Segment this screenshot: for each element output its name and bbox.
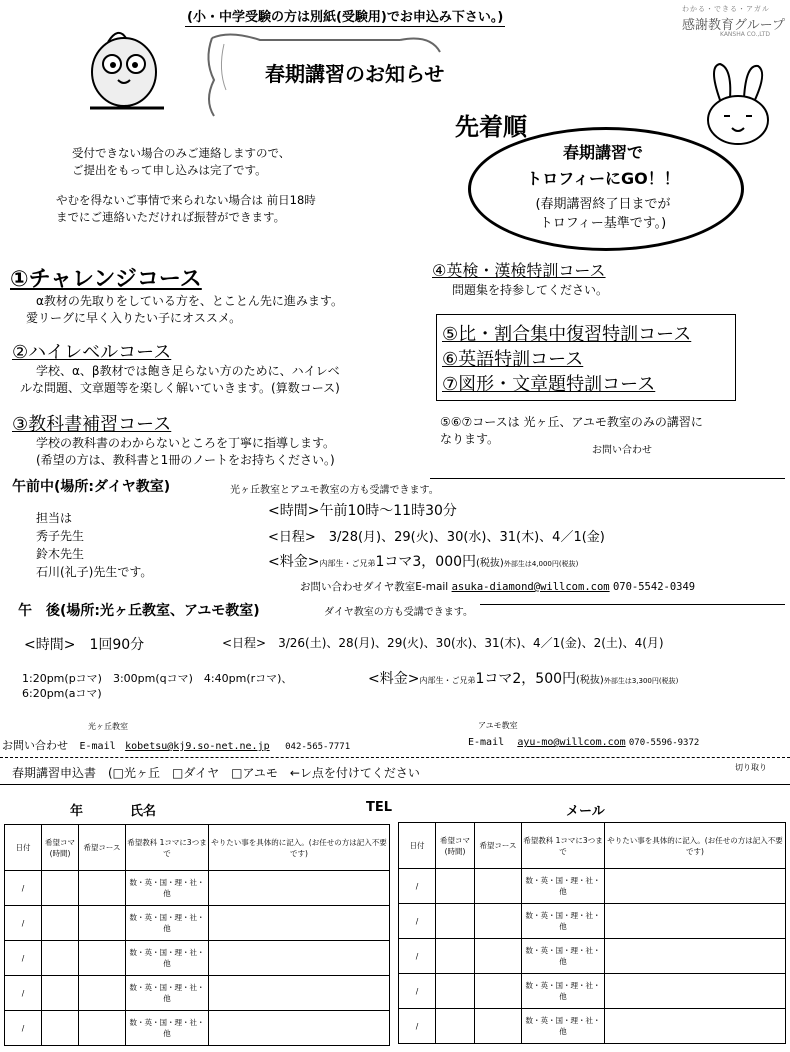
course-cell[interactable]: [79, 871, 126, 906]
intro-line: やむを得ないご事情で来られない場合は 前日18時: [56, 193, 316, 207]
afternoon-header: 午 後(場所:光ヶ丘教室、アユモ教室): [18, 603, 260, 619]
intro-line: ご提出をもって申し込みは完了です。: [72, 163, 267, 177]
col-date: 日付: [399, 823, 436, 869]
afternoon-time: <時間> 1回90分: [24, 637, 145, 653]
contact-label: お問い合わせダイヤ教室E-mail: [300, 581, 449, 593]
koma-cell[interactable]: [42, 871, 79, 906]
course-cell[interactable]: [79, 976, 126, 1011]
fee-label: <料金>: [268, 554, 320, 570]
date-cell[interactable]: /: [399, 869, 436, 904]
col-date: 日付: [5, 825, 42, 871]
date-cell[interactable]: /: [399, 1009, 436, 1044]
contact-label: お問い合わせ: [2, 739, 68, 752]
inquiry-label: お問い合わせ: [592, 445, 652, 456]
col-course: 希望コース: [79, 825, 126, 871]
bubble-line3: (春期講習終了日までが: [535, 197, 671, 212]
course-3-title: ③教科書補習コース: [12, 414, 172, 435]
table-row[interactable]: [5, 1011, 390, 1046]
fee-label: <料金>: [368, 671, 420, 687]
application-table-right: [398, 822, 786, 1044]
table-row[interactable]: [399, 904, 786, 939]
afternoon-slots: 6:20pm(aコマ): [22, 687, 102, 700]
course-cell[interactable]: [79, 1011, 126, 1046]
afternoon-slots: 1:20pm(pコマ) 3:00pm(qコマ) 4:40pm(rコマ)、: [22, 672, 293, 685]
staff-line: 鈴木先生: [36, 547, 85, 561]
subject-cell[interactable]: 数・英・国・理・社・他: [522, 904, 605, 939]
subject-cell[interactable]: 数・英・国・理・社・他: [522, 869, 605, 904]
col-request: やりたい事を具体的に記入。(お任せの方は記入不要です): [209, 825, 390, 871]
year-label: 年: [70, 804, 84, 819]
koma-cell[interactable]: [436, 939, 475, 974]
fee-external: 外部生は3,300円(税抜): [603, 677, 679, 685]
tel-label: TEL: [366, 800, 393, 815]
owl-mascot-icon: [78, 22, 170, 112]
hikari-contact: [2, 737, 350, 753]
course-7-title: ⑦図形・文章題特訓コース: [442, 374, 656, 395]
koma-cell[interactable]: [436, 869, 475, 904]
course-2-desc: 学校、α、β教材では飽き足らない方のために、ハイレベ: [36, 364, 340, 378]
bubble-line1: 春期講習で: [562, 143, 643, 162]
request-cell[interactable]: [605, 1009, 786, 1044]
koma-cell[interactable]: [42, 941, 79, 976]
hikari-phone: 042-565-7771: [285, 742, 351, 752]
course-cell[interactable]: [79, 941, 126, 976]
morning-header-note: 光ヶ丘教室とアユモ教室の方も受講できます。: [230, 485, 439, 496]
divider: [480, 604, 785, 605]
email-label: E-mail: [79, 741, 116, 752]
top-note: (小・中学受験の方は別紙(受験用)でお申込み下さい。): [185, 6, 505, 27]
fee-main: 1コマ3，000円: [375, 554, 477, 570]
koma-cell[interactable]: [436, 974, 475, 1009]
divider: [430, 478, 785, 479]
table-row[interactable]: [399, 939, 786, 974]
page-title: 春期講習のお知らせ: [265, 62, 445, 86]
course-3-desc: (希望の方は、教科書と1冊のノートをお持ちください。): [36, 453, 335, 467]
cut-line: [0, 757, 790, 758]
subject-cell[interactable]: 数・英・国・理・社・他: [126, 976, 209, 1011]
course-4-title: ④英検・漢検特訓コース: [432, 261, 606, 280]
course-cell[interactable]: [475, 869, 522, 904]
course-4-desc: 問題集を持参してください。: [452, 283, 609, 297]
application-table-left: [4, 824, 390, 1046]
first-come-label: 先着順: [455, 113, 527, 141]
divider: [0, 784, 790, 785]
table-row[interactable]: [5, 871, 390, 906]
date-cell[interactable]: /: [5, 941, 42, 976]
email-label: E-mail: [468, 737, 505, 748]
col-koma: 希望コマ(時間): [436, 823, 475, 869]
ayumo-label: アユモ教室: [478, 721, 518, 730]
morning-time: <時間>午前10時～11時30分: [268, 503, 457, 519]
ayumo-phone: 070-5596-9372: [628, 738, 700, 748]
table-row[interactable]: [5, 906, 390, 941]
brand-tagline: わかる・できる・アガル: [682, 5, 770, 13]
ayumo-email-link[interactable]: ayu-mo@willcom.com: [517, 737, 626, 748]
request-cell[interactable]: [605, 904, 786, 939]
koma-cell[interactable]: [436, 904, 475, 939]
staff-line: 石川(礼子)先生です。: [36, 565, 153, 579]
hikari-label: 光ヶ丘教室: [88, 722, 128, 731]
ayumo-contact: [468, 737, 699, 748]
table-header-row: [5, 825, 390, 871]
brand-name: 感謝教育グループ: [682, 18, 785, 33]
courses-note: ⑤⑥⑦コースは 光ヶ丘、アユモ教室のみの講習に: [440, 415, 703, 429]
course-cell[interactable]: [475, 939, 522, 974]
subject-cell[interactable]: 数・英・国・理・社・他: [126, 1011, 209, 1046]
fee-external: 外部生は4,000円(税抜): [503, 560, 579, 568]
request-cell[interactable]: [605, 939, 786, 974]
morning-schedule: <日程> 3/28(月)、29(火)、30(水)、31(木)、4／1(金): [268, 530, 605, 545]
request-cell[interactable]: [605, 869, 786, 904]
col-subject: 希望教科 1コマに3つまで: [126, 825, 209, 871]
fee-pre: 内部生・ご兄弟: [419, 676, 476, 685]
fee-tax: (税抜): [476, 558, 504, 569]
request-cell[interactable]: [605, 974, 786, 1009]
subject-cell[interactable]: 数・英・国・理・社・他: [126, 906, 209, 941]
staff-line: 秀子先生: [36, 529, 85, 543]
col-koma: 希望コマ(時間): [42, 825, 79, 871]
morning-fee: [268, 551, 578, 571]
course-5-title: ⑤比・割合集中復習特訓コース: [442, 324, 692, 345]
fee-main: 1コマ2，500円: [475, 671, 577, 687]
course-cell[interactable]: [475, 974, 522, 1009]
fee-tax: (税抜): [576, 675, 604, 686]
hikari-email-link[interactable]: kobetsu@kj9.so-net.ne.jp: [125, 741, 270, 752]
afternoon-fee: [368, 668, 678, 688]
koma-cell[interactable]: [42, 1011, 79, 1046]
koma-cell[interactable]: [42, 906, 79, 941]
request-cell[interactable]: [209, 871, 390, 906]
subject-cell[interactable]: 数・英・国・理・社・他: [126, 941, 209, 976]
subject-cell[interactable]: 数・英・国・理・社・他: [522, 974, 605, 1009]
course-cell[interactable]: [475, 904, 522, 939]
col-request: やりたい事を具体的に記入。(お任せの方は記入不要です): [605, 823, 786, 869]
course-2-title: ②ハイレベルコース: [12, 342, 172, 363]
request-cell[interactable]: [209, 941, 390, 976]
subject-cell[interactable]: 数・英・国・理・社・他: [126, 871, 209, 906]
diamond-email-link[interactable]: asuka-diamond@willcom.com: [451, 581, 610, 593]
table-row[interactable]: [5, 976, 390, 1011]
intro-line: までにご連絡いただければ振替ができます。: [56, 210, 286, 224]
table-row[interactable]: [399, 869, 786, 904]
course-1-desc: α教材の先取りをしている方を、とことん先に進みます。: [36, 294, 343, 308]
date-cell[interactable]: /: [5, 871, 42, 906]
col-subject: 希望教科 1コマに3つまで: [522, 823, 605, 869]
cut-label: 切り取り: [735, 763, 767, 772]
koma-cell[interactable]: [436, 1009, 475, 1044]
afternoon-schedule: <日程> 3/26(土)、28(月)、29(火)、30(水)、31(木)、4／1(金)、2(土)、4(月): [222, 636, 664, 650]
course-cell[interactable]: [475, 1009, 522, 1044]
intro-line: 受付できない場合のみご連絡しますので、: [72, 146, 291, 160]
request-cell[interactable]: [209, 1011, 390, 1046]
table-row[interactable]: [399, 974, 786, 1009]
brand-sub: KANSHA CO.,LTD: [720, 31, 771, 38]
morning-header: 午前中(場所:ダイヤ教室): [12, 479, 171, 495]
koma-cell[interactable]: [42, 976, 79, 1011]
mail-label: メール: [566, 804, 605, 819]
course-6-title: ⑥英語特訓コース: [442, 349, 584, 370]
table-row[interactable]: [399, 1009, 786, 1044]
courses-note: なります。: [440, 432, 500, 446]
staff-line: 担当は: [36, 511, 73, 525]
date-cell[interactable]: /: [399, 939, 436, 974]
date-cell[interactable]: /: [5, 1011, 42, 1046]
course-cell[interactable]: [79, 906, 126, 941]
date-cell[interactable]: /: [5, 976, 42, 1011]
subject-cell[interactable]: 数・英・国・理・社・他: [522, 939, 605, 974]
table-header-row: [399, 823, 786, 869]
table-row[interactable]: [5, 941, 390, 976]
course-3-desc: 学校の教科書のわからないところを丁寧に指導します。: [36, 436, 336, 450]
form-title: 春期講習申込書 (□光ヶ丘 □ダイヤ □アユモ ←レ点を付けてください: [12, 766, 420, 780]
diamond-phone: 070-5542-0349: [612, 581, 696, 593]
date-cell[interactable]: /: [399, 904, 436, 939]
date-cell[interactable]: /: [399, 974, 436, 1009]
request-cell[interactable]: [209, 976, 390, 1011]
fee-pre: 内部生・ご兄弟: [319, 559, 376, 568]
course-1-desc: 愛リーグに早く入りたい子にオススメ。: [26, 311, 242, 325]
rabbit-mascot-icon: [698, 60, 778, 148]
morning-contact: [300, 579, 695, 594]
name-label: 氏名: [130, 804, 157, 819]
col-course: 希望コース: [475, 823, 522, 869]
date-cell[interactable]: /: [5, 906, 42, 941]
subject-cell[interactable]: 数・英・国・理・社・他: [522, 1009, 605, 1044]
bubble-line4: トロフィー基準です。): [539, 216, 667, 231]
course-1-title: ①チャレンジコース: [10, 267, 202, 292]
afternoon-header-note: ダイヤ教室の方も受講できます。: [324, 607, 473, 618]
course-2-desc: ルな問題、文章題等を楽しく解いていきます。(算数コース): [20, 381, 340, 395]
request-cell[interactable]: [209, 906, 390, 941]
bubble-line2: トロフィーにGO！！: [526, 169, 680, 188]
